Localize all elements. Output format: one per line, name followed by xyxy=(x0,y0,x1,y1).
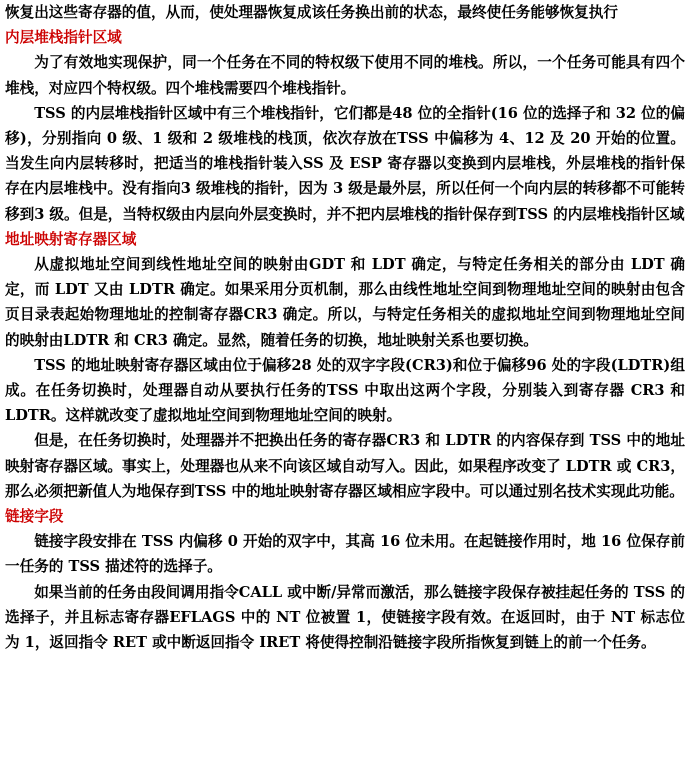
link-field-paragraph-1: 链接字段安排在 TSS 内偏移 0 开始的双字中，其高 16 位未用。在起链接作用时，地 16 位保存前一任务的 TSS 描述符的选择子。 xyxy=(5,533,685,576)
inner-stack-paragraph-1: 为了有效地实现保护，同一个任务在不同的特权级下使用不同的堆栈。所以，一个任务可能具有四个堆栈，对应四个特权级。四个堆栈需要四个堆栈指针。 xyxy=(5,54,685,97)
document-body xyxy=(5,0,685,655)
inner-stack-paragraph-2: TSS 的内层堆栈指针区域中有三个堆栈指针，它们都是48 位的全指针(16 位的选择子和 32 位的偏移)，分别指向 0 级、1 级和 2 级堆栈的栈顶，依次存放在TSS 中偏移为 4、12 及 20 开始的位置。当发生向内层转移时，把适当的堆栈指针装入SS 及 ESP 寄存器以变换到内层堆栈，外层堆栈的指针保存在内层堆栈中。没有指向3 级堆栈的指针，因为 3 级是最外层，所以任何一个向内层的转移都不可能转移到3 级。但是，当特权级由内层向外层变换时，并不把内层堆栈的指针保存到TSS 的内层堆栈指针区域 xyxy=(5,104,685,223)
link-field-paragraph-2: 如果当前的任务由段间调用指令CALL 或中断/异常而激活，那么链接字段保存被挂起任务的 TSS 的选择子，并且标志寄存器EFLAGS 中的 NT 位被置 1，使链接字段有效。在返回时，由于 NT 标志位为 1，返回指令 RET 或中断返回指令 IRET 将使得控制沿链接字段所指恢复到链上的前一个任务。 xyxy=(5,583,685,652)
address-mapping-paragraph-2: TSS 的地址映射寄存器区域由位于偏移28 处的双字字段(CR3)和位于偏移96 处的字段(LDTR)组成。在任务切换时，处理器自动从要执行任务的TSS 中取出这两个字段，分别装入到寄存器 CR3 和 LDTR。这样就改变了虚拟地址空间到物理地址空间的映射。 xyxy=(5,356,685,425)
section-heading-link-field: 链接字段 xyxy=(5,508,64,526)
intro-tail-paragraph: 恢复出这些寄存器的值，从而，使处理器恢复成该任务换出前的状态，最终使任务能够恢复执行 xyxy=(5,4,618,21)
address-mapping-paragraph-3: 但是，在任务切换时，处理器并不把换出任务的寄存器CR3 和 LDTR 的内容保存到 TSS 中的地址映射寄存器区域。事实上，处理器也从来不向该区域自动写入。因此，如果程序改变了 LDTR 或 CR3，那么必须把新值人为地保存到TSS 中的地址映射寄存器区域相应字段中。可以通过别名技术实现此功能。 xyxy=(5,432,685,500)
section-heading-address-mapping: 地址映射寄存器区域 xyxy=(5,230,137,248)
address-mapping-paragraph-1: 从虚拟地址空间到线性地址空间的映射由GDT 和 LDT 确定，与特定任务相关的部分由 LDT 确定，而 LDT 又由 LDTR 确定。如果采用分页机制，那么由线性地址空间到物理地址空间的映射由包含页目录表起始物理地址的控制寄存器CR3 确定。所以，与特定任务相关的虚拟地址空间到物理地址空间的映射由LDTR 和 CR3 确定。显然，随着任务的切换，地址映射关系也要切换。 xyxy=(5,256,685,349)
section-heading-inner-stack: 内层堆栈指针区域 xyxy=(5,29,122,47)
